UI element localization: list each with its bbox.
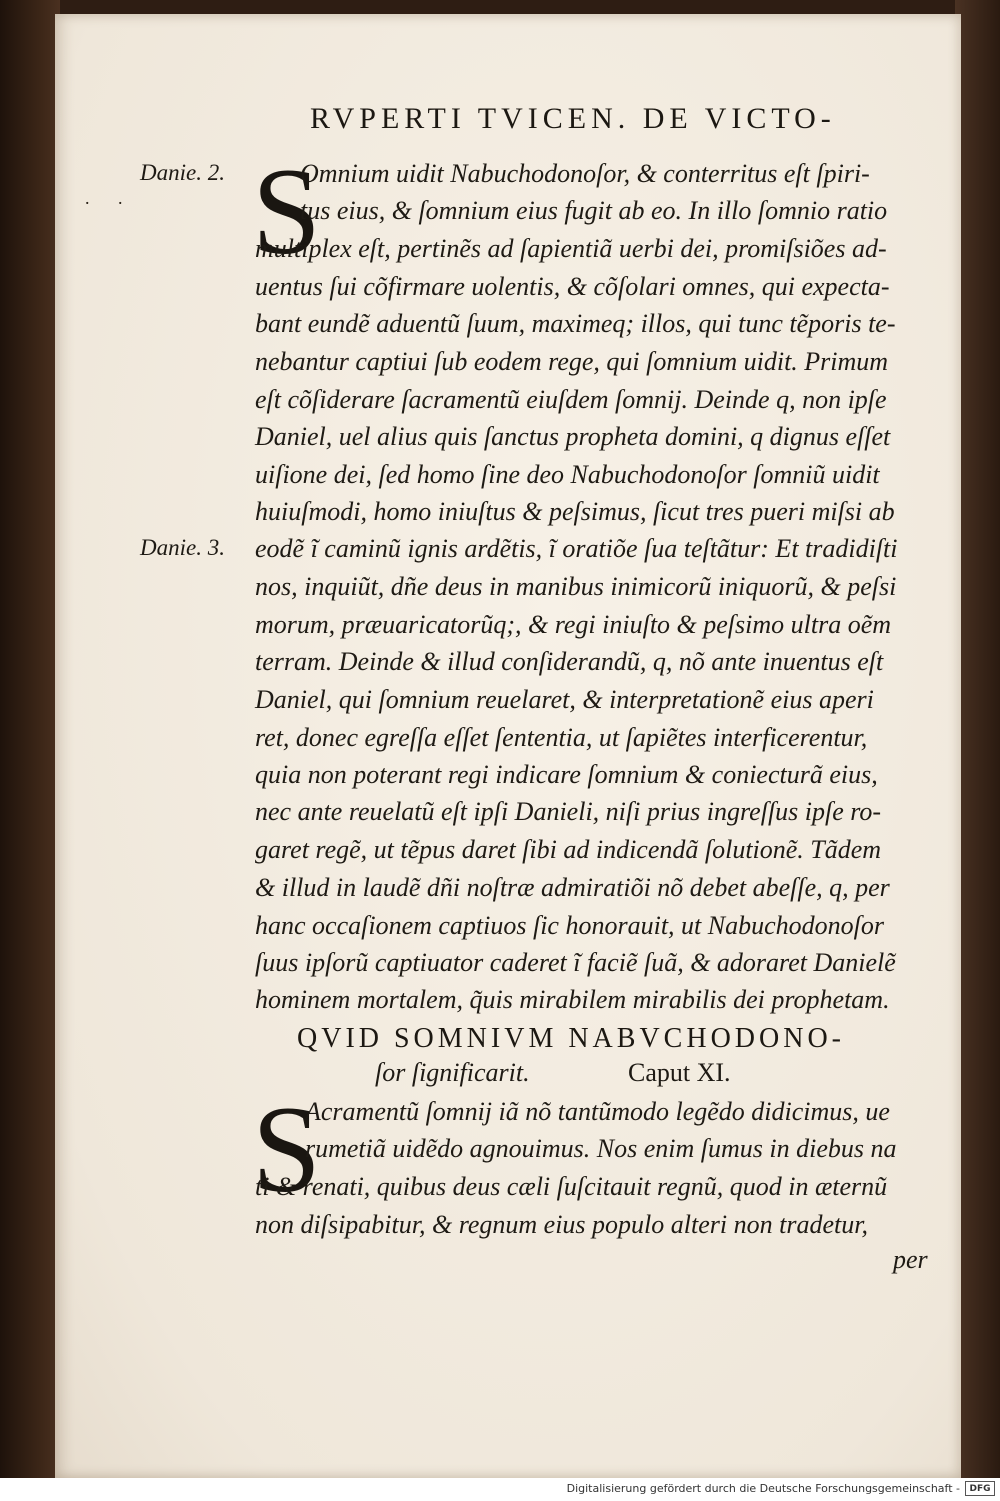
section-heading: QVID SOMNIVM NABVCHODONO- <box>297 1023 845 1054</box>
text-line: Daniel, uel alius quis ſanctus propheta domini, q dignus eſſet <box>255 422 891 451</box>
chapter-label: Caput XI. <box>628 1058 731 1087</box>
text-line: rumetiã uidẽdo agnouimus. Nos enim ſumus in diebus na <box>305 1134 897 1163</box>
text-line: bant eundẽ aduentũ ſuum, maximeq; illos, qui tunc tẽporis te- <box>255 309 896 338</box>
text-line: ſuus ipſorũ captiuator caderet ĩ faciẽ ſuã, & adoraret Danielẽ <box>255 948 896 977</box>
text-line: huiuſmodi, homo iniuſtus & peſsimus, ſicut tres pueri miſsi ab <box>255 497 895 526</box>
margin-note: Danie. 2. <box>140 160 225 185</box>
drop-cap: S <box>252 143 321 280</box>
background-left <box>0 0 60 1478</box>
catchword: per <box>893 1245 928 1274</box>
footer-credit: Digitalisierung gefördert durch die Deutsche Forschungsgemeinschaft - <box>566 1482 960 1495</box>
running-head: RVPERTI TVICEN. DE VICTO- <box>310 102 836 135</box>
text-line: Omnium uidit Nabuchodonoſor, & conterritus eſt ſpiri- <box>300 159 870 188</box>
text-line: non diſsipabitur, & regnum eius populo alteri non tradetur, <box>255 1210 868 1239</box>
text-line: ti & renati, quibus deus cæli ſuſcitauit regnũ, quod in æternũ <box>255 1172 888 1201</box>
text-line: & illud in laudẽ dñi noſtræ admiratiõi nõ debet abeſſe, q, per <box>255 873 890 902</box>
text-line: quia non poterant regi indicare ſomnium & coniecturã eius, <box>255 760 878 789</box>
text-line: multiplex eſt, pertinẽs ad ſapientiã uerbi dei, promiſsiões ad- <box>255 234 887 263</box>
margin-marks: . . <box>85 188 135 208</box>
text-line: nos, inquiũt, dñe deus in manibus inimicorũ iniquorũ, & peſsi <box>255 572 897 601</box>
text-line: tus eius, & ſomnium eius fugit ab eo. In illo ſomnio ratio <box>300 196 888 225</box>
background-right <box>955 0 1000 1478</box>
dfg-logo: DFG <box>965 1481 995 1496</box>
text-line: eſt cõſiderare ſacramentũ eiuſdem ſomnij. Deinde q, non ipſe <box>255 385 887 414</box>
section-subtitle: ſor ſignificarit. <box>375 1058 530 1087</box>
text-line: hominem mortalem, q̃uis mirabilem mirabilis dei prophetam. <box>255 985 890 1014</box>
text-line: uentus ſui cõfirmare uolentis, & cõſolari omnes, qui expecta- <box>255 272 890 301</box>
text-line: ret, donec egreſſa eſſet ſententia, ut ſapiẽtes interficerentur, <box>255 723 868 752</box>
text-line: garet regẽ, ut tẽpus daret ſibi ad indicendã ſolutionẽ. Tãdem <box>255 835 882 864</box>
text-line: eodẽ ĩ caminũ ignis ardẽtis, ĩ oratiõe ſua teſtãtur: Et tradidiſti <box>255 534 898 563</box>
text-line: morum, præuaricatorũq;, & regi iniuſto & peſsimo ultra oẽm <box>255 610 892 639</box>
text-line: Daniel, qui ſomnium reuelaret, & interpretationẽ eius aperi <box>255 685 874 714</box>
text-line: nebantur captiui ſub eodem rege, qui ſomnium uidit. Primum <box>255 347 889 376</box>
text-line: uiſione dei, ſed homo ſine deo Nabuchodonoſor ſomniũ uidit <box>255 460 880 489</box>
text-line: nec ante reuelatũ eſt ipſi Danieli, niſi prius ingreſſus ipſe ro- <box>255 797 882 826</box>
text-line: terram. Deinde & illud conſiderandũ, q, nõ ante inuentus eſt <box>255 647 884 676</box>
margin-note: Danie. 3. <box>140 535 225 560</box>
text-line: hanc occaſionem captiuos ſic honorauit, ut Nabuchodonoſor <box>255 911 884 940</box>
drop-cap: S <box>252 1081 321 1218</box>
text-line: Acramentũ ſomnij iã nõ tantũmodo legẽdo didicimus, ue <box>305 1097 890 1126</box>
